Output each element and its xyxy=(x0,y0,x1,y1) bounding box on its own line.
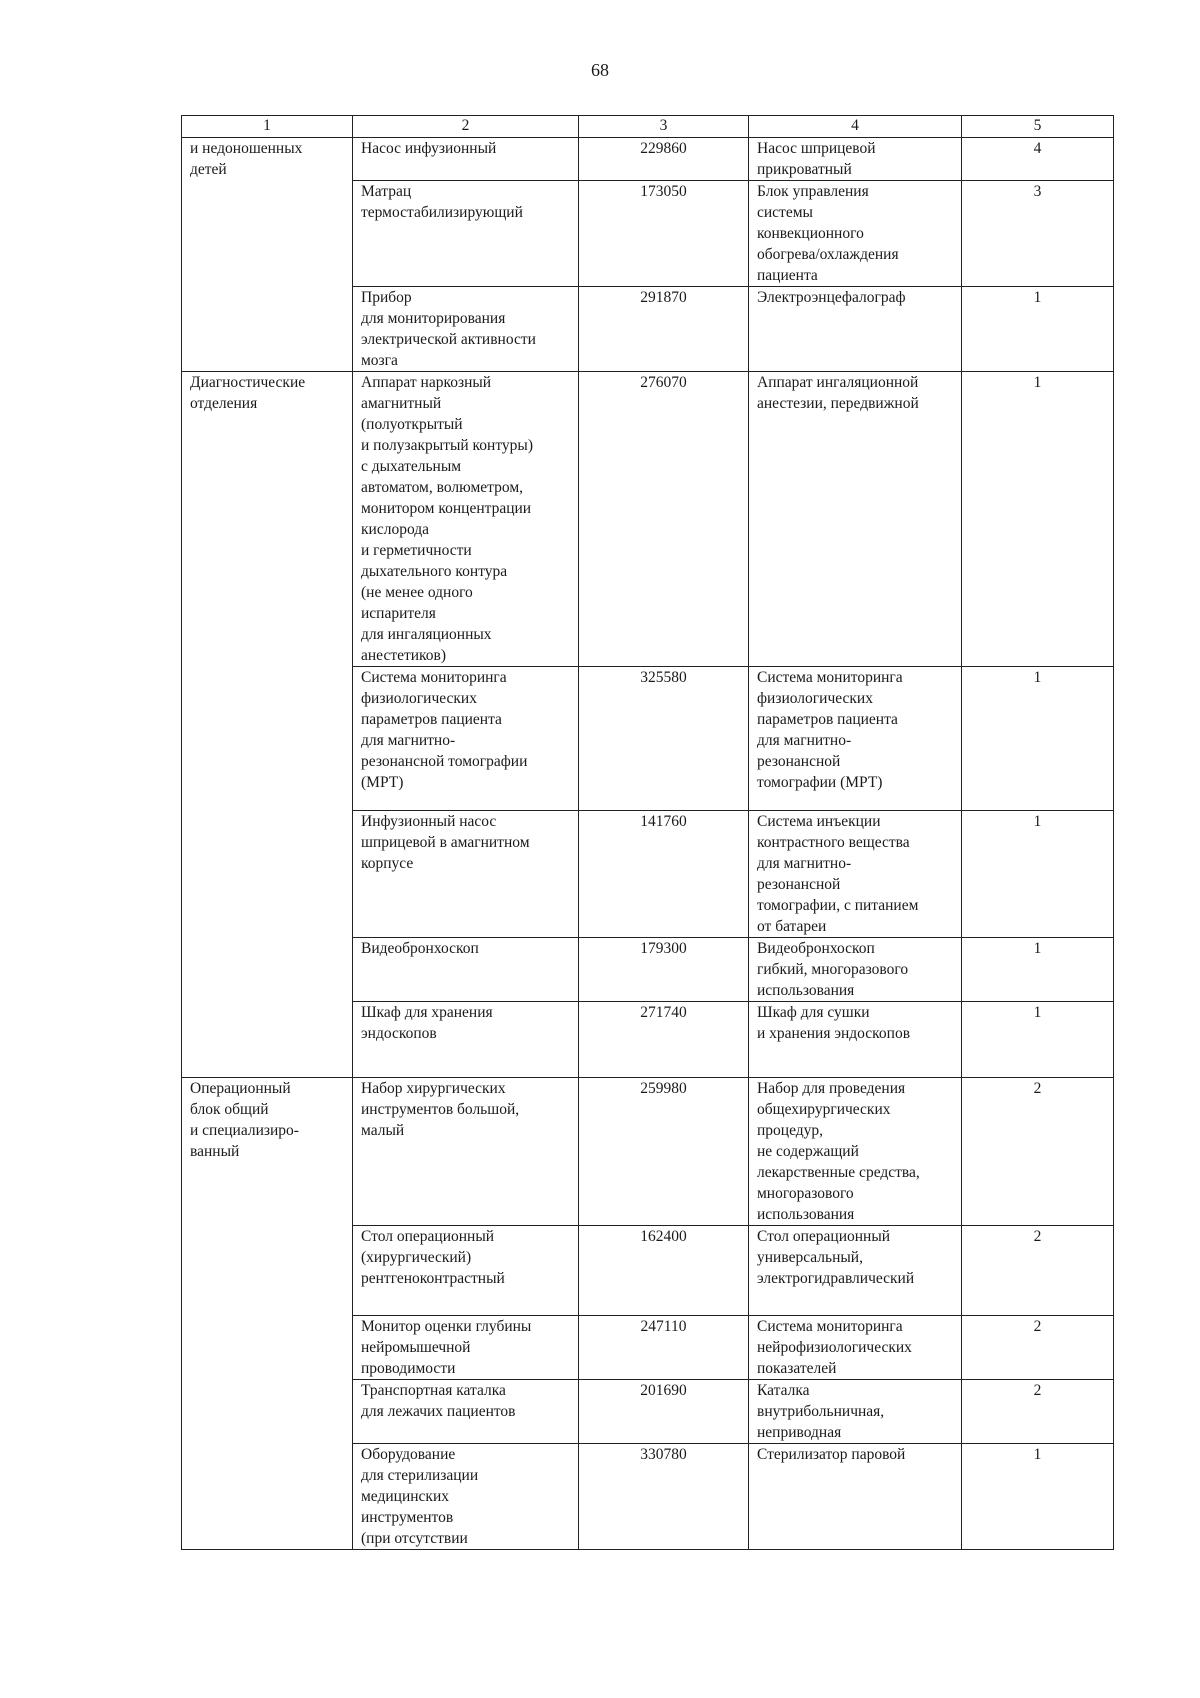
department-cell: и недоношенных детей xyxy=(182,138,353,372)
equipment-name: Матрац термостабилизирующий xyxy=(353,181,579,287)
equipment-qty: 1 xyxy=(962,667,1114,811)
table-header-row xyxy=(182,116,1114,138)
equipment-code: 291870 xyxy=(579,287,749,372)
equipment-qty: 1 xyxy=(962,811,1114,938)
equipment-name: Инфузионный насос шприцевой в амагнитном корпусе xyxy=(353,811,579,938)
equipment-qty: 1 xyxy=(962,287,1114,372)
equipment-kind: Набор для проведения общехирургических процедур, не содержащий лекарственные средства, многоразового использования xyxy=(749,1078,962,1226)
equipment-kind: Аппарат ингаляционной анестезии, передвижной xyxy=(749,372,962,667)
equipment-name: Транспортная каталка для лежачих пациентов xyxy=(353,1380,579,1444)
equipment-code: 179300 xyxy=(579,938,749,1002)
equipment-kind: Каталка внутрибольничная, неприводная xyxy=(749,1380,962,1444)
equipment-kind: Стол операционный универсальный, электрогидравлический xyxy=(749,1226,962,1316)
equipment-qty: 4 xyxy=(962,138,1114,181)
table-row xyxy=(182,138,1114,181)
equipment-qty: 1 xyxy=(962,938,1114,1002)
equipment-qty: 1 xyxy=(962,1444,1114,1550)
equipment-code: 276070 xyxy=(579,372,749,667)
equipment-qty: 1 xyxy=(962,1002,1114,1078)
equipment-name: Система мониторинга физиологических параметров пациента для магнитно- резонансной томографии (МРТ) xyxy=(353,667,579,811)
equipment-qty: 2 xyxy=(962,1380,1114,1444)
equipment-code: 162400 xyxy=(579,1226,749,1316)
equipment-kind: Блок управления системы конвекционного обогрева/охлаждения пациента xyxy=(749,181,962,287)
header-col-3: 3 xyxy=(579,116,749,138)
header-col-4: 4 xyxy=(749,116,962,138)
equipment-qty: 2 xyxy=(962,1078,1114,1226)
equipment-name: Оборудование для стерилизации медицинских инструментов (при отсутствии xyxy=(353,1444,579,1550)
equipment-kind: Система инъекции контрастного вещества для магнитно- резонансной томографии, с питанием от батареи xyxy=(749,811,962,938)
table-row xyxy=(182,1078,1114,1226)
equipment-name: Прибор для мониторирования электрической активности мозга xyxy=(353,287,579,372)
table-row xyxy=(182,372,1114,667)
equipment-table xyxy=(181,115,1114,1550)
department-cell: Операционный блок общий и специализиро- ванный xyxy=(182,1078,353,1550)
equipment-name: Аппарат наркозный амагнитный (полуоткрытый и полузакрытый контуры) с дыхательным автоматом, волюметром, монитором концентрации кислорода и герметичности дыхательного контура (не менее одного испарителя для ингаляционных анестетиков) xyxy=(353,372,579,667)
equipment-code: 173050 xyxy=(579,181,749,287)
equipment-code: 141760 xyxy=(579,811,749,938)
equipment-kind: Система мониторинга нейрофизиологических показателей xyxy=(749,1316,962,1380)
equipment-kind: Шкаф для сушки и хранения эндоскопов xyxy=(749,1002,962,1078)
equipment-qty: 3 xyxy=(962,181,1114,287)
equipment-name: Стол операционный (хирургический) рентгеноконтрастный xyxy=(353,1226,579,1316)
equipment-kind: Насос шприцевой прикроватный xyxy=(749,138,962,181)
equipment-code: 325580 xyxy=(579,667,749,811)
equipment-kind: Видеобронхоскоп гибкий, многоразового использования xyxy=(749,938,962,1002)
equipment-qty: 2 xyxy=(962,1316,1114,1380)
header-col-5: 5 xyxy=(962,116,1114,138)
equipment-name: Шкаф для хранения эндоскопов xyxy=(353,1002,579,1078)
equipment-name: Видеобронхоскоп xyxy=(353,938,579,1002)
equipment-code: 201690 xyxy=(579,1380,749,1444)
equipment-name: Набор хирургических инструментов большой, малый xyxy=(353,1078,579,1226)
equipment-name: Насос инфузионный xyxy=(353,138,579,181)
equipment-qty: 1 xyxy=(962,372,1114,667)
equipment-name: Монитор оценки глубины нейромышечной проводимости xyxy=(353,1316,579,1380)
equipment-code: 247110 xyxy=(579,1316,749,1380)
equipment-kind: Стерилизатор паровой xyxy=(749,1444,962,1550)
equipment-code: 229860 xyxy=(579,138,749,181)
equipment-code: 330780 xyxy=(579,1444,749,1550)
page-number: 68 xyxy=(591,60,609,80)
equipment-code: 271740 xyxy=(579,1002,749,1078)
department-cell: Диагностические отделения xyxy=(182,372,353,1078)
header-col-2: 2 xyxy=(353,116,579,138)
equipment-qty: 2 xyxy=(962,1226,1114,1316)
equipment-kind: Система мониторинга физиологических параметров пациента для магнитно- резонансной томографии (МРТ) xyxy=(749,667,962,811)
equipment-code: 259980 xyxy=(579,1078,749,1226)
equipment-kind: Электроэнцефалограф xyxy=(749,287,962,372)
header-col-1: 1 xyxy=(182,116,353,138)
